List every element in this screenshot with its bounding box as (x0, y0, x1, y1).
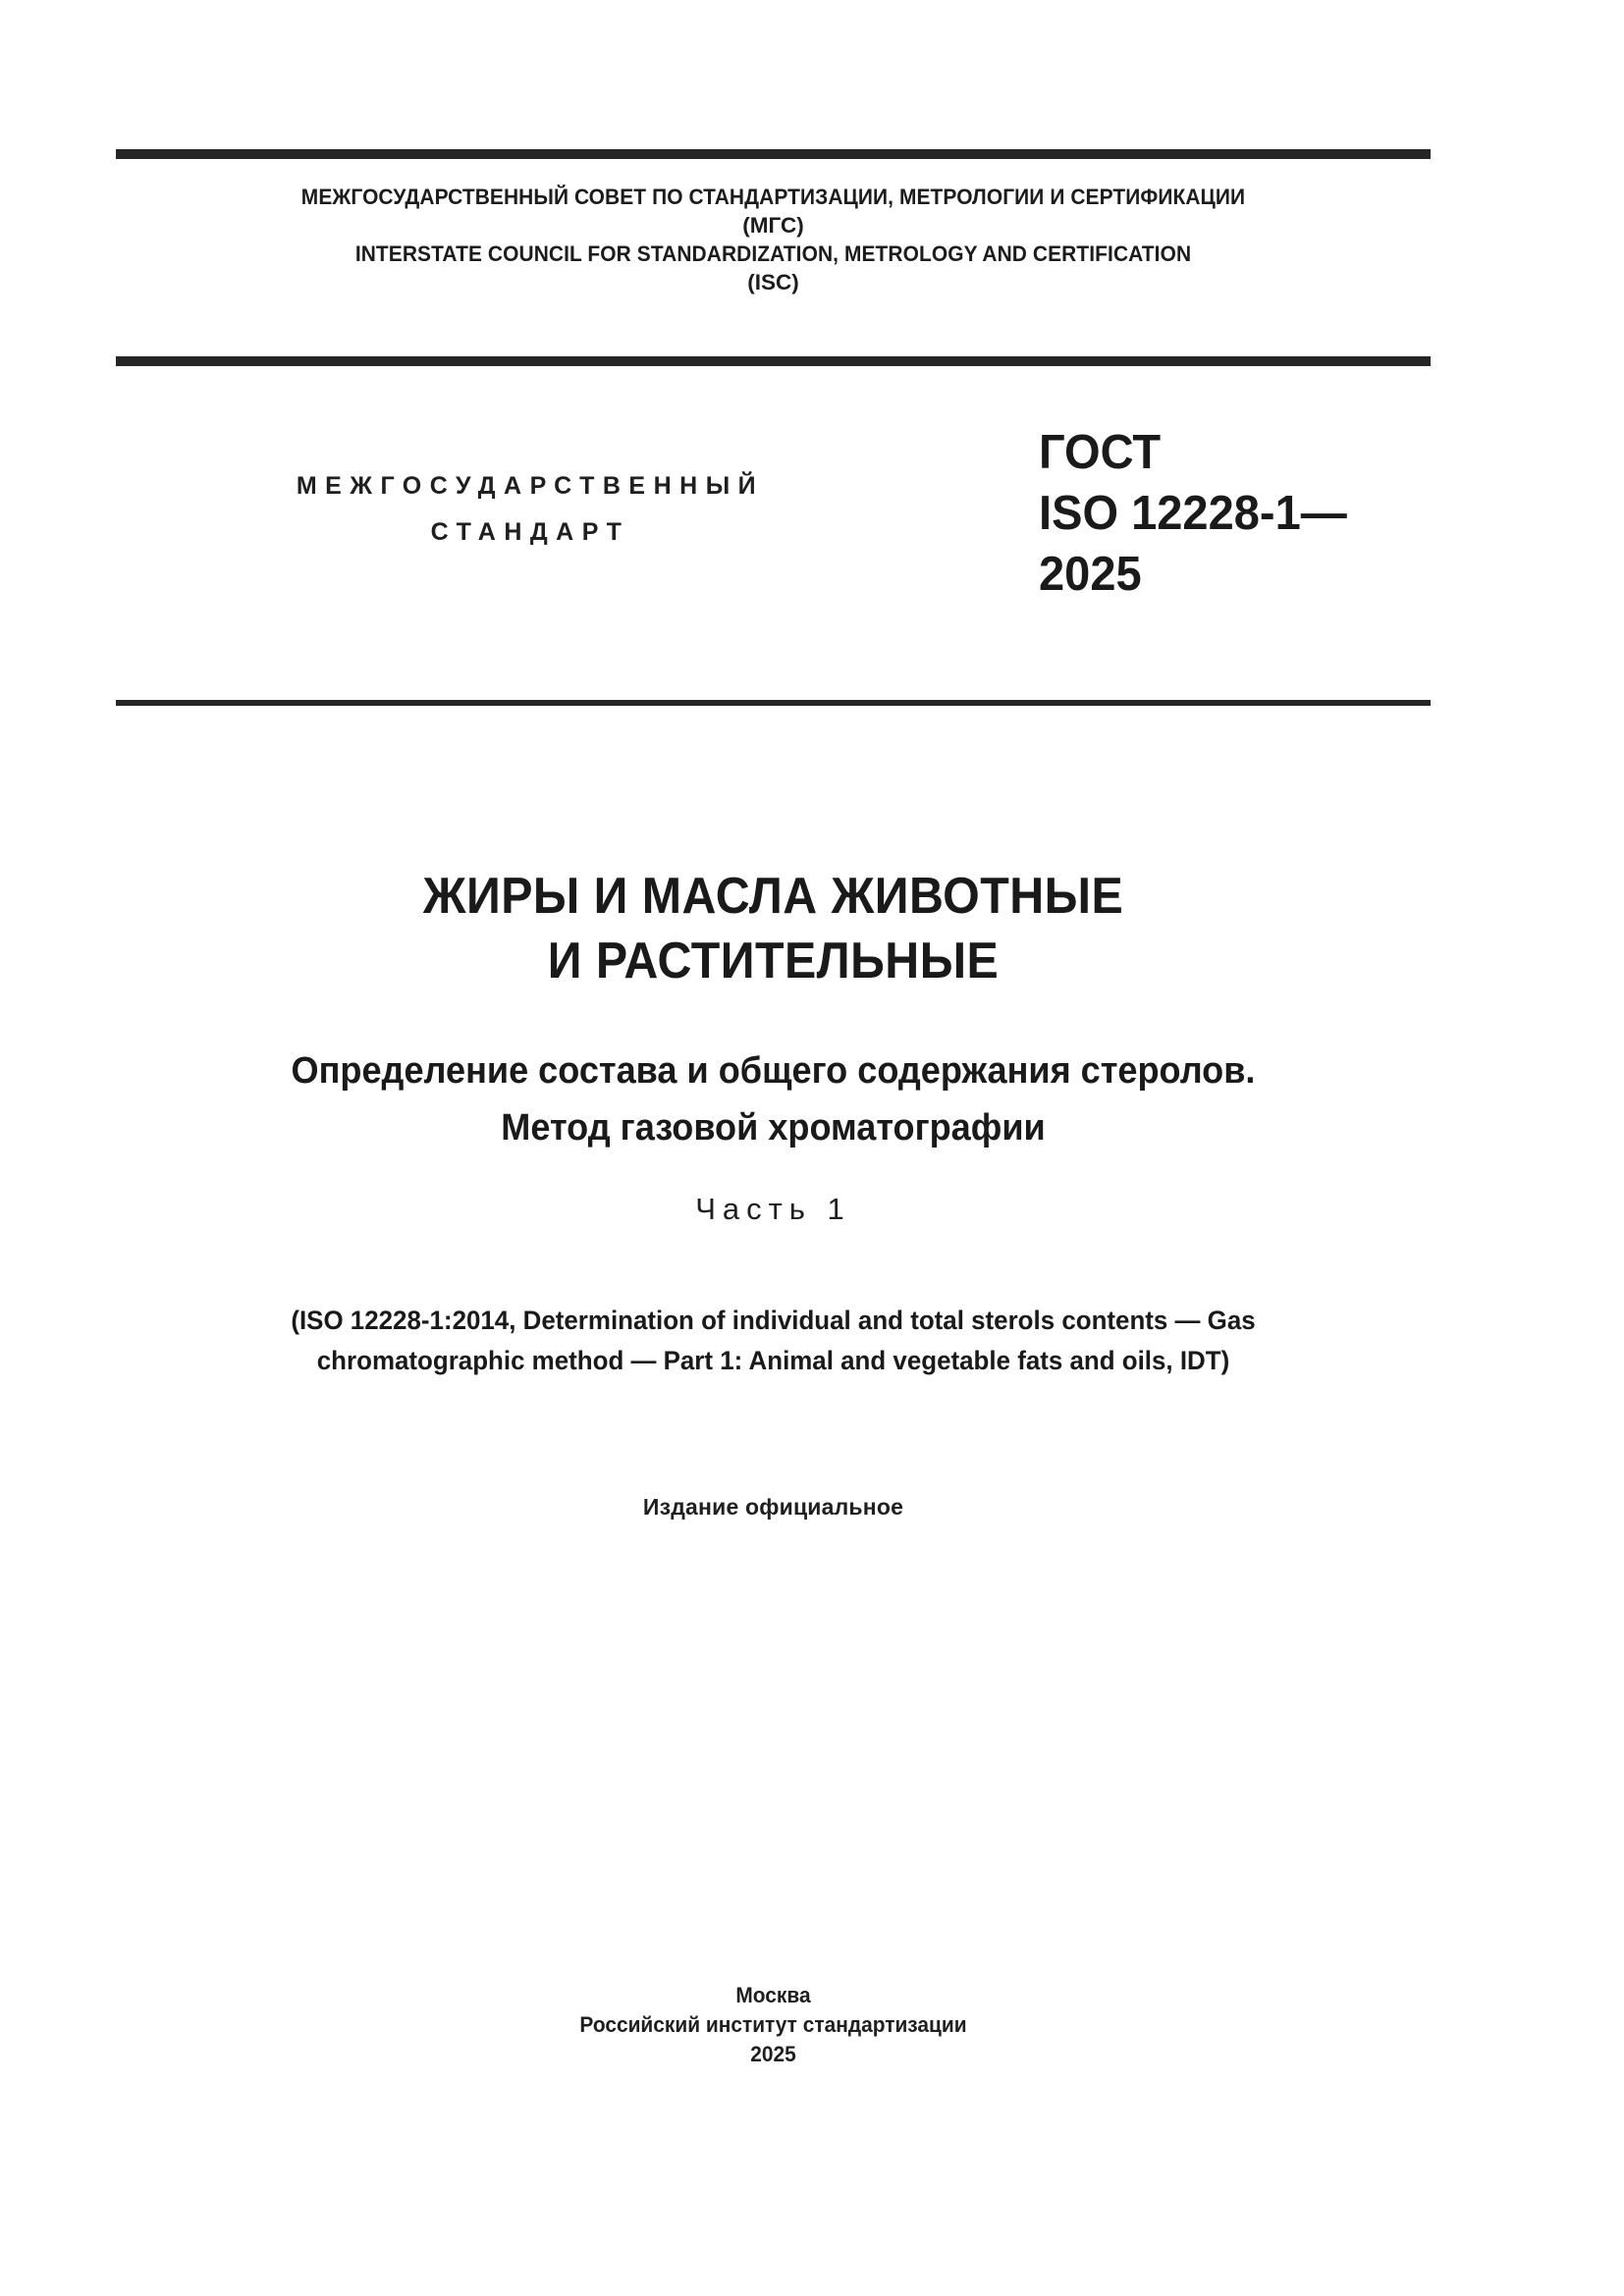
page-subtitle-line-1: Определение состава и общего содержания стеролов. (291, 1050, 1256, 1092)
page-title-line-2: И РАСТИТЕЛЬНЫЕ (547, 933, 1000, 989)
council-name-ru: МЕЖГОСУДАРСТВЕННЫЙ СОВЕТ ПО СТАНДАРТИЗАЦИИ, МЕТРОЛОГИИ И СЕРТИФИКАЦИИ (300, 185, 1246, 209)
standard-number-line-1: ГОСТ (1039, 426, 1162, 479)
page-subtitle-line-2: Метод газовой хроматографии (501, 1107, 1046, 1148)
council-abbr-ru: (МГС) (742, 213, 804, 238)
header-rule-middle (116, 356, 1431, 366)
page-subtitle (116, 1042, 1431, 1156)
imprint-block (116, 1981, 1431, 2069)
iso-equivalence-line-1: (ISO 12228-1:2014, Determination of individual and total sterols contents — Gas (291, 1306, 1256, 1335)
imprint-city: Москва (735, 1983, 811, 2007)
council-header (116, 183, 1431, 296)
part-designation (116, 1192, 1431, 1227)
header-rule-bottom (116, 700, 1431, 706)
official-edition-label: Издание официальное (642, 1494, 904, 1520)
iso-equivalence-reference (116, 1301, 1431, 1381)
header-rule-top (116, 149, 1431, 159)
official-edition-note (116, 1494, 1431, 1521)
page-title-line-1: ЖИРЫ И МАСЛА ЖИВОТНЫЕ (422, 868, 1124, 925)
imprint-year: 2025 (750, 2042, 796, 2066)
part-designation-label: Часть 1 (695, 1192, 851, 1226)
council-name-en: INTERSTATE COUNCIL FOR STANDARDIZATION, METROLOGY AND CERTIFICATION (354, 241, 1192, 266)
page-title (116, 864, 1431, 993)
standard-type-line-1: МЕЖГОСУДАРСТВЕННЫЙ (296, 472, 765, 500)
standard-type-block (216, 463, 844, 556)
standard-number-line-3: 2025 (1039, 548, 1142, 601)
standard-number-line-2: ISO 12228-1— (1039, 487, 1347, 540)
standard-designation-band (116, 422, 1431, 687)
standard-number-block (1039, 422, 1432, 605)
iso-equivalence-line-2: chromatographic method — Part 1: Animal and vegetable fats and oils, IDT) (316, 1346, 1230, 1375)
imprint-publisher: Российский институт стандартизации (579, 2012, 967, 2037)
standard-type-line-2: СТАНДАРТ (430, 518, 630, 546)
council-abbr-en: (ISC) (747, 270, 799, 294)
